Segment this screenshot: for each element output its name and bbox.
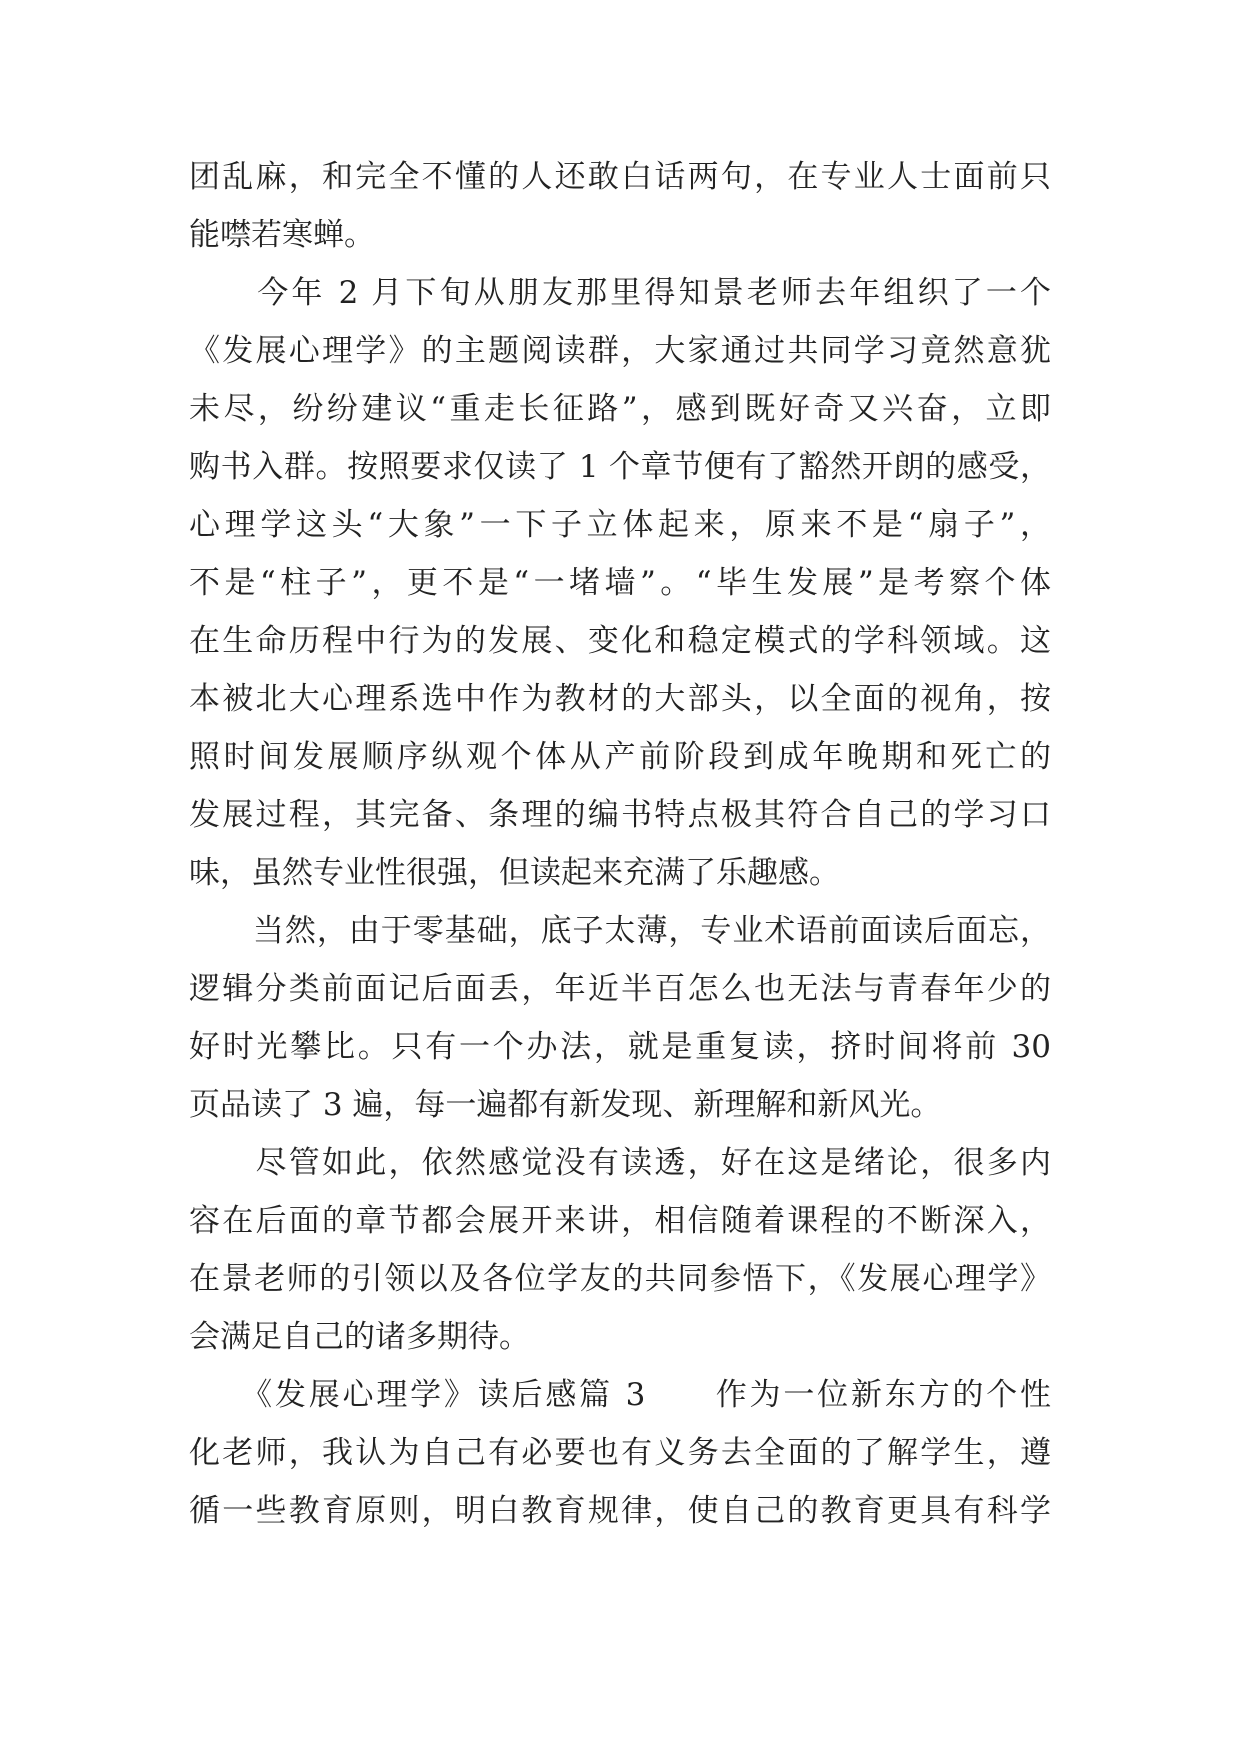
text-line: 化老师，我认为自己有必要也有义务去全面的了解学生，遵 <box>189 1435 1051 1471</box>
text-line: 能噤若寒蝉。 <box>189 217 375 253</box>
text-line: 本被北大心理系选中作为教材的大部头，以全面的视角，按 <box>189 681 1051 717</box>
text-line: 今年 2 月下旬从朋友那里得知景老师去年组织了一个 <box>189 275 1051 311</box>
text-line: 尽管如此，依然感觉没有读透，好在这是绪论，很多内 <box>189 1145 1051 1181</box>
text-line: 好时光攀比。只有一个办法，就是重复读，挤时间将前 30 <box>189 1029 1051 1065</box>
text-line: 未尽，纷纷建议“重走长征路”，感到既好奇又兴奋，立即 <box>189 391 1051 427</box>
text-line: 《发展心理学》读后感篇 3 作为一位新东方的个性 <box>189 1377 1051 1413</box>
text-line: 会满足自己的诸多期待。 <box>189 1319 530 1355</box>
text-line: 团乱麻，和完全不懂的人还敢白话两句，在专业人士面前只 <box>189 159 1051 195</box>
text-line: 《发展心理学》的主题阅读群，大家通过共同学习竟然意犹 <box>189 333 1051 369</box>
text-line: 味，虽然专业性很强，但读起来充满了乐趣感。 <box>189 855 840 891</box>
text-line: 循一些教育原则，明白教育规律，使自己的教育更具有科学 <box>189 1493 1051 1529</box>
text-line: 页品读了 3 遍，每一遍都有新发现、新理解和新风光。 <box>189 1087 942 1123</box>
text-line: 在生命历程中行为的发展、变化和稳定模式的学科领域。这 <box>189 623 1051 659</box>
text-line: 心理学这头“大象”一下子立体起来，原来不是“扇子”， <box>189 507 1051 543</box>
text-line: 在景老师的引领以及各位学友的共同参悟下，《发展心理学》 <box>189 1261 1051 1297</box>
text-line: 逻辑分类前面记后面丢，年近半百怎么也无法与青春年少的 <box>189 971 1051 1007</box>
text-line: 照时间发展顺序纵观个体从产前阶段到成年晚期和死亡的 <box>189 739 1051 775</box>
document-body <box>189 148 1051 1540</box>
text-line: 容在后面的章节都会展开来讲，相信随着课程的不断深入， <box>189 1203 1051 1239</box>
text-line: 不是“柱子”，更不是“一堵墙”。“毕生发展”是考察个体 <box>189 565 1051 601</box>
text-line: 购书入群。按照要求仅读了 1 个章节便有了豁然开朗的感受， <box>189 449 1051 485</box>
text-line: 发展过程，其完备、条理的编书特点极其符合自己的学习口 <box>189 797 1051 833</box>
text-line: 当然，由于零基础，底子太薄，专业术语前面读后面忘， <box>189 913 1051 949</box>
